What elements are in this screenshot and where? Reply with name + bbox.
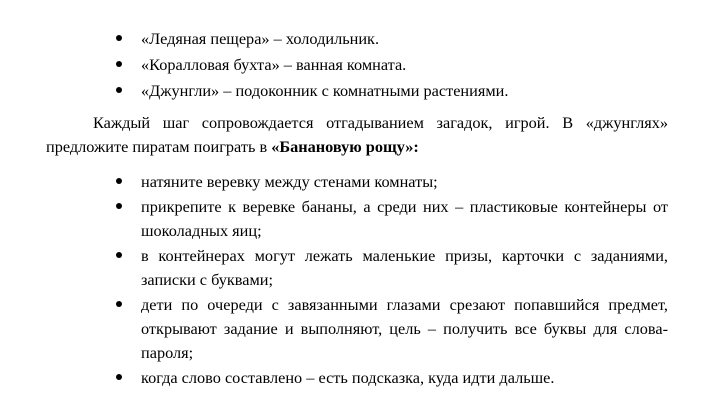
list-item-text: когда слово составлено – есть подсказка, куда идти дальше. xyxy=(141,368,555,387)
list-item xyxy=(141,79,681,103)
instruction-list xyxy=(141,170,668,391)
list-item xyxy=(141,27,681,51)
bullet-icon xyxy=(116,195,124,219)
bullet-icon xyxy=(116,244,124,268)
list-item-text: «Джунгли» – подоконник с комнатными растениями. xyxy=(141,81,509,100)
paragraph-text: Каждый шаг сопровождается отгадыванием загадок, игрой. В «джунглях» предложите пиратам поиграть в xyxy=(46,113,668,156)
list-item xyxy=(141,366,668,390)
bullet-icon xyxy=(116,53,124,77)
paragraph-bold-text: «Банановую рощу»: xyxy=(271,137,419,156)
list-item-text: «Коралловая бухта» – ванная комната. xyxy=(141,55,407,74)
body-paragraph xyxy=(46,111,668,159)
list-item xyxy=(141,244,668,292)
list-item-text: дети по очереди с завязанными глазами срезают попавшийся предмет, открывают задание и выполняют, цель – получить все буквы для слова-пароля; xyxy=(141,295,668,362)
bullet-icon xyxy=(116,27,124,51)
list-item-text: натяните веревку между стенами комнаты; xyxy=(141,172,438,191)
list-item-text: прикрепите к веревке бананы, а среди них – пластиковые контейнеры от шоколадных яиц; xyxy=(141,197,668,240)
bullet-icon xyxy=(116,170,124,194)
location-list xyxy=(141,27,681,105)
list-item xyxy=(141,170,668,194)
bullet-icon xyxy=(116,366,124,390)
list-item xyxy=(141,195,668,243)
list-item xyxy=(141,293,668,365)
bullet-icon xyxy=(116,79,124,103)
list-item-text: «Ледяная пещера» – холодильник. xyxy=(141,29,380,48)
list-item-text: в контейнерах могут лежать маленькие призы, карточки с заданиями, записки с буквами; xyxy=(141,246,668,289)
bullet-icon xyxy=(116,293,124,317)
list-item xyxy=(141,53,681,77)
